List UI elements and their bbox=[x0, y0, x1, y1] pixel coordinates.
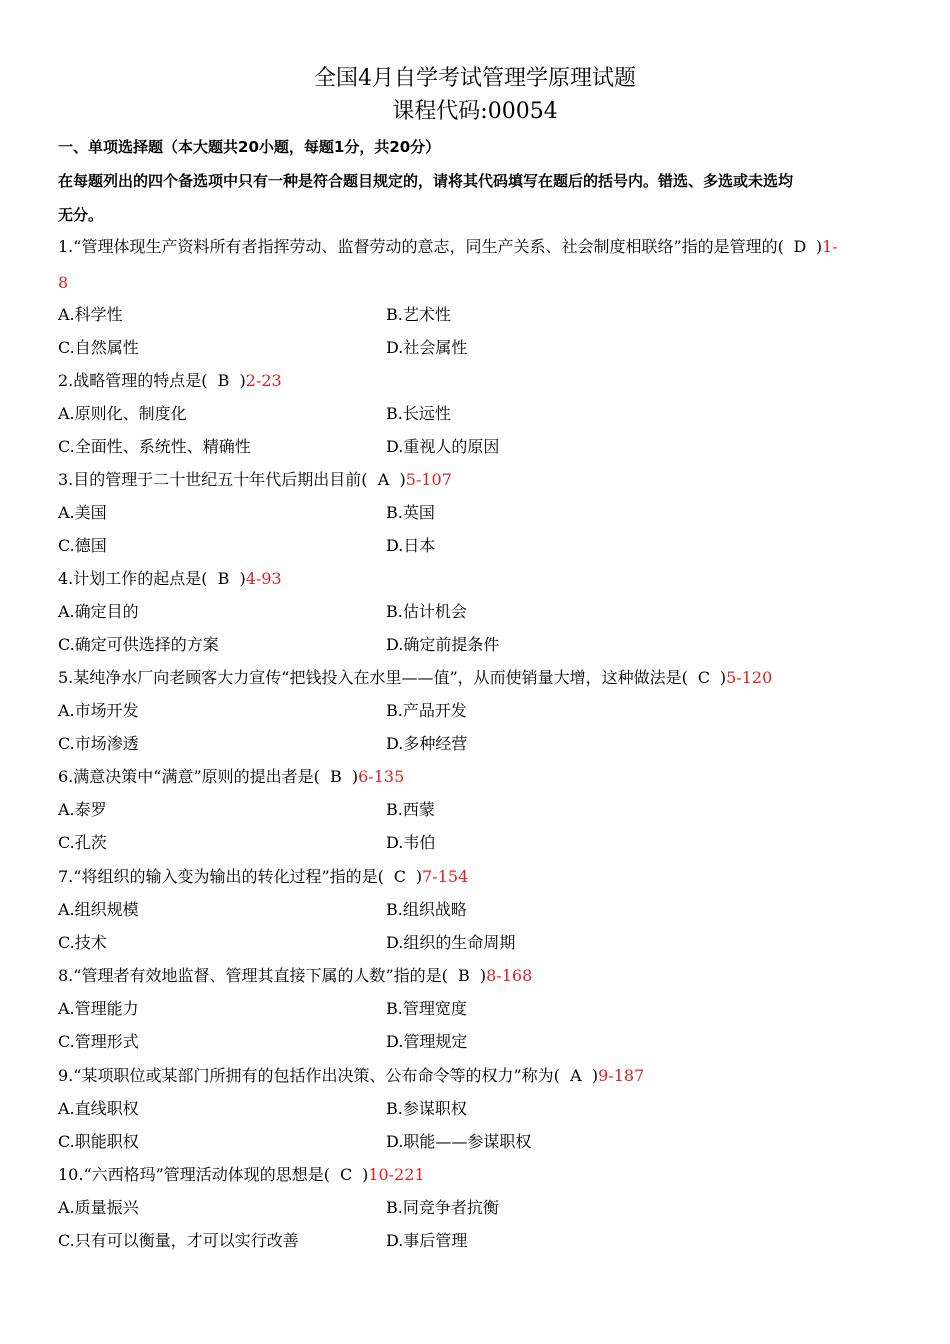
answer-letter: A bbox=[570, 1066, 582, 1085]
option-c: C.市场渗透 bbox=[58, 734, 139, 753]
option-d: D.管理规定 bbox=[386, 1032, 468, 1051]
reference-code: 9-187 bbox=[598, 1066, 645, 1085]
close-paren: ) bbox=[415, 867, 423, 886]
reference-code: 1- bbox=[822, 237, 838, 256]
option-d: D.确定前提条件 bbox=[386, 635, 500, 654]
option-d: D.社会属性 bbox=[386, 338, 468, 357]
option-c: C.只有可以衡量，才可以实行改善 bbox=[58, 1231, 299, 1250]
close-paren: ) bbox=[719, 668, 727, 687]
reference-code: 2-23 bbox=[245, 371, 282, 390]
exam-title: 全国4月自学考试管理学原理试题 bbox=[314, 66, 636, 91]
question-stem: 3.目的管理于二十世纪五十年代后期出目前( bbox=[58, 470, 368, 489]
option-b: B.英国 bbox=[386, 503, 435, 522]
course-code: 课程代码:00054 bbox=[392, 99, 558, 124]
reference-code: 5-107 bbox=[405, 470, 452, 489]
option-c: C.全面性、系统性、精确性 bbox=[58, 437, 251, 456]
option-a: A.组织规模 bbox=[58, 900, 139, 919]
question-10-stem bbox=[58, 1164, 425, 1186]
answer-letter: C bbox=[339, 1165, 353, 1184]
option-c: C.职能职权 bbox=[58, 1132, 139, 1151]
question-stem: 5.某纯净水厂向老顾客大力宣传“把钱投入在水里——值”，从而使销量大增，这种做法是( bbox=[58, 668, 688, 687]
question-5-stem bbox=[58, 667, 772, 689]
reference-code: 6-135 bbox=[358, 767, 405, 786]
option-c: C.确定可供选择的方案 bbox=[58, 635, 219, 654]
question-7-stem bbox=[58, 866, 468, 888]
option-b: B.管理宽度 bbox=[386, 999, 467, 1018]
option-a: A.原则化、制度化 bbox=[58, 404, 187, 423]
option-b: B.同竞争者抗衡 bbox=[386, 1198, 499, 1217]
question-stem: 4.计划工作的起点是( bbox=[58, 569, 208, 588]
answer-letter: B bbox=[457, 966, 470, 985]
option-b: B.估计机会 bbox=[386, 602, 467, 621]
question-6-stem bbox=[58, 766, 404, 788]
option-b: B.西蒙 bbox=[386, 800, 435, 819]
question-stem: 7.“将组织的输入变为输出的转化过程”指的是( bbox=[58, 867, 384, 886]
answer-letter: A bbox=[377, 470, 390, 489]
reference-code-continued: 8 bbox=[58, 273, 69, 292]
option-c: C.管理形式 bbox=[58, 1032, 139, 1051]
option-c: C.德国 bbox=[58, 536, 107, 555]
option-d: D.多种经营 bbox=[386, 734, 468, 753]
option-b: B.产品开发 bbox=[386, 701, 467, 720]
answer-letter: C bbox=[393, 867, 406, 886]
option-a: A.直线职权 bbox=[58, 1099, 139, 1118]
option-d: D.事后管理 bbox=[386, 1231, 468, 1250]
close-paren: ) bbox=[362, 1165, 369, 1184]
option-a: A.管理能力 bbox=[58, 999, 139, 1018]
close-paren: ) bbox=[479, 966, 487, 985]
close-paren: ) bbox=[239, 569, 246, 588]
close-paren: ) bbox=[351, 767, 359, 786]
reference-code: 10-221 bbox=[368, 1165, 425, 1184]
question-8-stem bbox=[58, 965, 532, 987]
question-stem: 9.“某项职位或某部门所拥有的包括作出决策、公布命令等的权力”称为( bbox=[58, 1066, 560, 1085]
question-stem: 8.“管理者有效地监督、管理其直接下属的人数”指的是( bbox=[58, 966, 448, 985]
reference-code: 4-93 bbox=[245, 569, 282, 588]
instruction-line-2: 无分。 bbox=[58, 206, 104, 224]
answer-letter: C bbox=[697, 668, 710, 687]
question-stem: 10.“六西格玛”管理活动体现的思想是( bbox=[58, 1165, 331, 1184]
close-paren: ) bbox=[591, 1066, 599, 1085]
option-c: C.自然属性 bbox=[58, 338, 139, 357]
option-d: D.组织的生命周期 bbox=[386, 933, 516, 952]
option-d: D.重视人的原因 bbox=[386, 437, 500, 456]
instruction-line-1: 在每题列出的四个备选项中只有一种是符合题目规定的，请将其代码填写在题后的括号内。错选、多选或未选均 bbox=[58, 172, 794, 190]
answer-letter: B bbox=[329, 767, 342, 786]
option-c: C.孔茨 bbox=[58, 833, 107, 852]
option-b: B.组织战略 bbox=[386, 900, 467, 919]
option-a: A.美国 bbox=[58, 503, 107, 522]
answer-letter: D bbox=[793, 237, 807, 256]
option-d: D.日本 bbox=[386, 536, 436, 555]
option-a: A.市场开发 bbox=[58, 701, 139, 720]
close-paren: ) bbox=[399, 470, 406, 489]
question-2-stem bbox=[58, 370, 282, 392]
answer-letter: B bbox=[217, 371, 230, 390]
option-a: A.科学性 bbox=[58, 305, 123, 324]
question-stem: 6.满意决策中“满意”原则的提出者是( bbox=[58, 767, 320, 786]
question-stem: 1.“管理体现生产资料所有者指挥劳动、监督劳动的意志，同生产关系、社会制度相联络”指的是管理的( bbox=[58, 237, 784, 256]
question-9-stem bbox=[58, 1065, 644, 1087]
close-paren: ) bbox=[239, 371, 246, 390]
reference-code: 7-154 bbox=[422, 867, 469, 886]
option-c: C.技术 bbox=[58, 933, 107, 952]
option-b: B.艺术性 bbox=[386, 305, 451, 324]
option-d: D.韦伯 bbox=[386, 833, 436, 852]
option-b: B.长远性 bbox=[386, 404, 451, 423]
question-4-stem bbox=[58, 568, 282, 590]
option-a: A.泰罗 bbox=[58, 800, 107, 819]
question-stem: 2.战略管理的特点是( bbox=[58, 371, 208, 390]
option-b: B.参谋职权 bbox=[386, 1099, 467, 1118]
reference-code: 8-168 bbox=[486, 966, 533, 985]
option-d: D.职能——参谋职权 bbox=[386, 1132, 532, 1151]
answer-letter: B bbox=[217, 569, 230, 588]
section-heading: 一、单项选择题（本大题共20小题，每题1分，共20分） bbox=[58, 138, 441, 156]
question-3-stem bbox=[58, 469, 452, 491]
question-1-stem bbox=[58, 236, 838, 258]
option-a: A.确定目的 bbox=[58, 602, 139, 621]
close-paren: ) bbox=[815, 237, 823, 256]
reference-code: 5-120 bbox=[726, 668, 773, 687]
option-a: A.质量振兴 bbox=[58, 1198, 139, 1217]
